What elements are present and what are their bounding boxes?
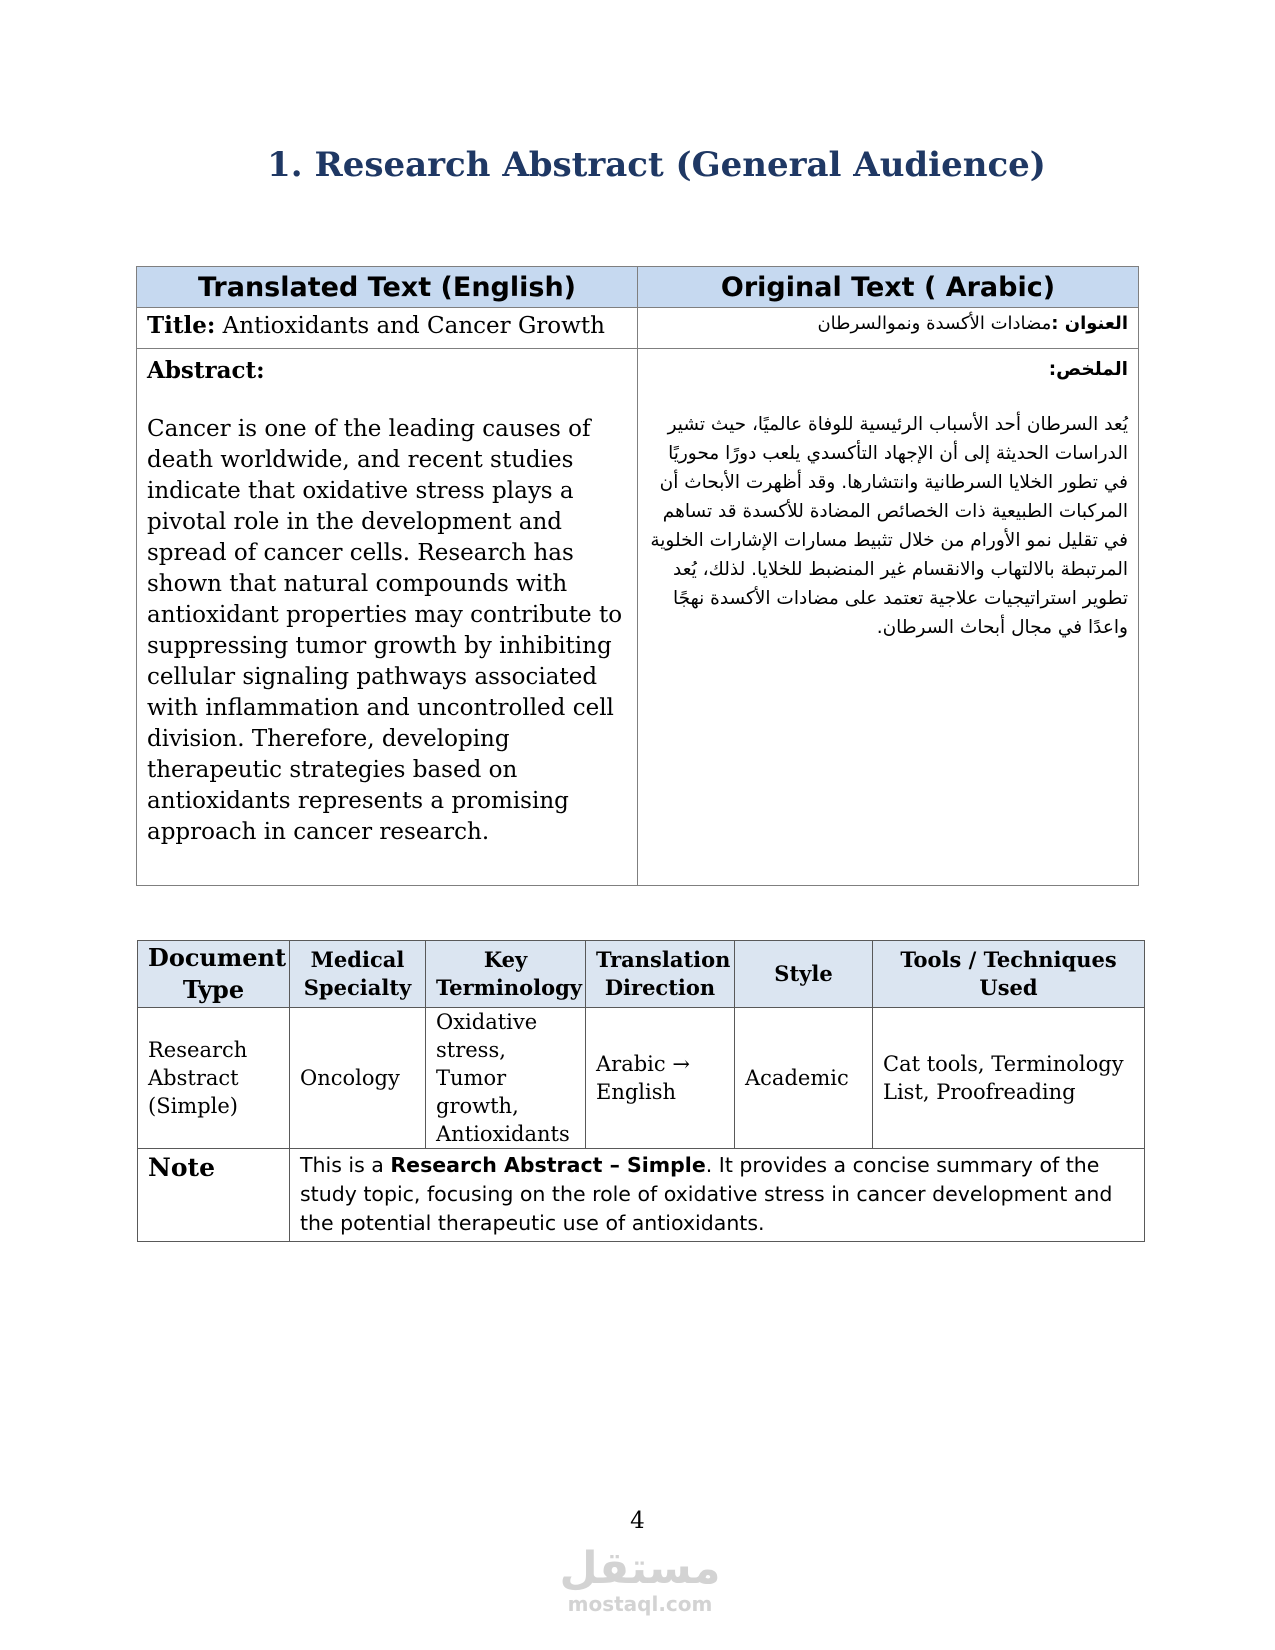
arabic-title-cell (638, 308, 1139, 349)
value-translation-direction: Arabic → English (586, 1008, 735, 1149)
header-english: Translated Text (English) (137, 267, 638, 308)
arabic-abstract-text: يُعد السرطان أحد الأسباب الرئيسية للوفاة عالميًا، حيث تشير الدراسات الحديثة إلى أن الإجهاد التأكسدي يلعب دورًا محوريًا في تطور الخلايا السرطانية وانتشارها. وقد أظهرت الأبحاث أن المركبات الطبيعية ذات الخصائص المضادة للأكسدة قد تساهم في تقليل نمو الأورام من خلال تثبيط مسارات الإشارات الخلوية المرتبطة بالالتهاب والانقسام غير المنضبط للخلايا. لذلك، يُعد تطوير استراتيجيات علاجية تعتمد على مضادات الأكسدة نهجًا واعدًا في مجال أبحاث السرطان. (650, 414, 1128, 638)
value-style: Academic (735, 1008, 873, 1149)
header-document-type: Document Type (138, 941, 290, 1008)
header-medical-specialty: Medical Specialty (290, 941, 426, 1008)
header-arabic: Original Text ( Arabic) (638, 267, 1139, 308)
note-bold: Research Abstract – Simple (390, 1153, 706, 1177)
page-heading: 1. Research Abstract (General Audience) (267, 145, 1046, 185)
header-key-terminology: Key Terminology (426, 941, 586, 1008)
note-text (290, 1149, 1145, 1242)
value-key-terminology: Oxidative stress, Tumor growth, Antioxidants (426, 1008, 586, 1149)
document-meta-table (137, 940, 1145, 1242)
note-prefix: This is a (300, 1153, 391, 1177)
arabic-abstract-cell (638, 349, 1139, 886)
page-number: 4 (630, 1508, 645, 1534)
header-tools: Tools / Techniques Used (873, 941, 1145, 1008)
english-title-text: Antioxidants and Cancer Growth (222, 313, 605, 339)
arabic-abstract-label: الملخص: (1048, 359, 1128, 380)
english-abstract-cell (137, 349, 638, 886)
english-title-label: Title: (147, 312, 216, 339)
translation-table (136, 266, 1139, 886)
english-abstract-text: Cancer is one of the leading causes of death worldwide, and recent studies indicate that oxidative stress plays a pivotal role in the development and spread of cancer cells. Research has shown that natural compounds with antioxidant properties may contribute to suppressing tumor growth by inhibiting cellular signaling pathways associated with inflammation and uncontrolled cell division. Therefore, developing therapeutic strategies based on antioxidants represents a promising approach in cancer research. (147, 416, 623, 845)
watermark (555, 1545, 725, 1615)
watermark-domain: mostaql.com (567, 1592, 713, 1616)
value-document-type: Research Abstract (Simple) (138, 1008, 290, 1149)
english-title-cell (137, 308, 638, 349)
arabic-title-label: العنوان : (1051, 313, 1128, 334)
note-rest: . It provides a concise summary of the study topic, focusing on the role of oxidative stress in cancer development and the potential therapeutic use of antioxidants. (300, 1153, 1113, 1235)
note-label: Note (138, 1149, 290, 1242)
english-abstract-label: Abstract: (147, 357, 265, 384)
arabic-title-text: مضادات الأكسدة ونموالسرطان (817, 313, 1052, 334)
value-medical-specialty: Oncology (290, 1008, 426, 1149)
value-tools: Cat tools, Terminology List, Proofreading (873, 1008, 1145, 1149)
header-style: Style (735, 941, 873, 1008)
header-translation-direction: Translation Direction (586, 941, 735, 1008)
watermark-logo: مستقل (559, 1543, 721, 1594)
